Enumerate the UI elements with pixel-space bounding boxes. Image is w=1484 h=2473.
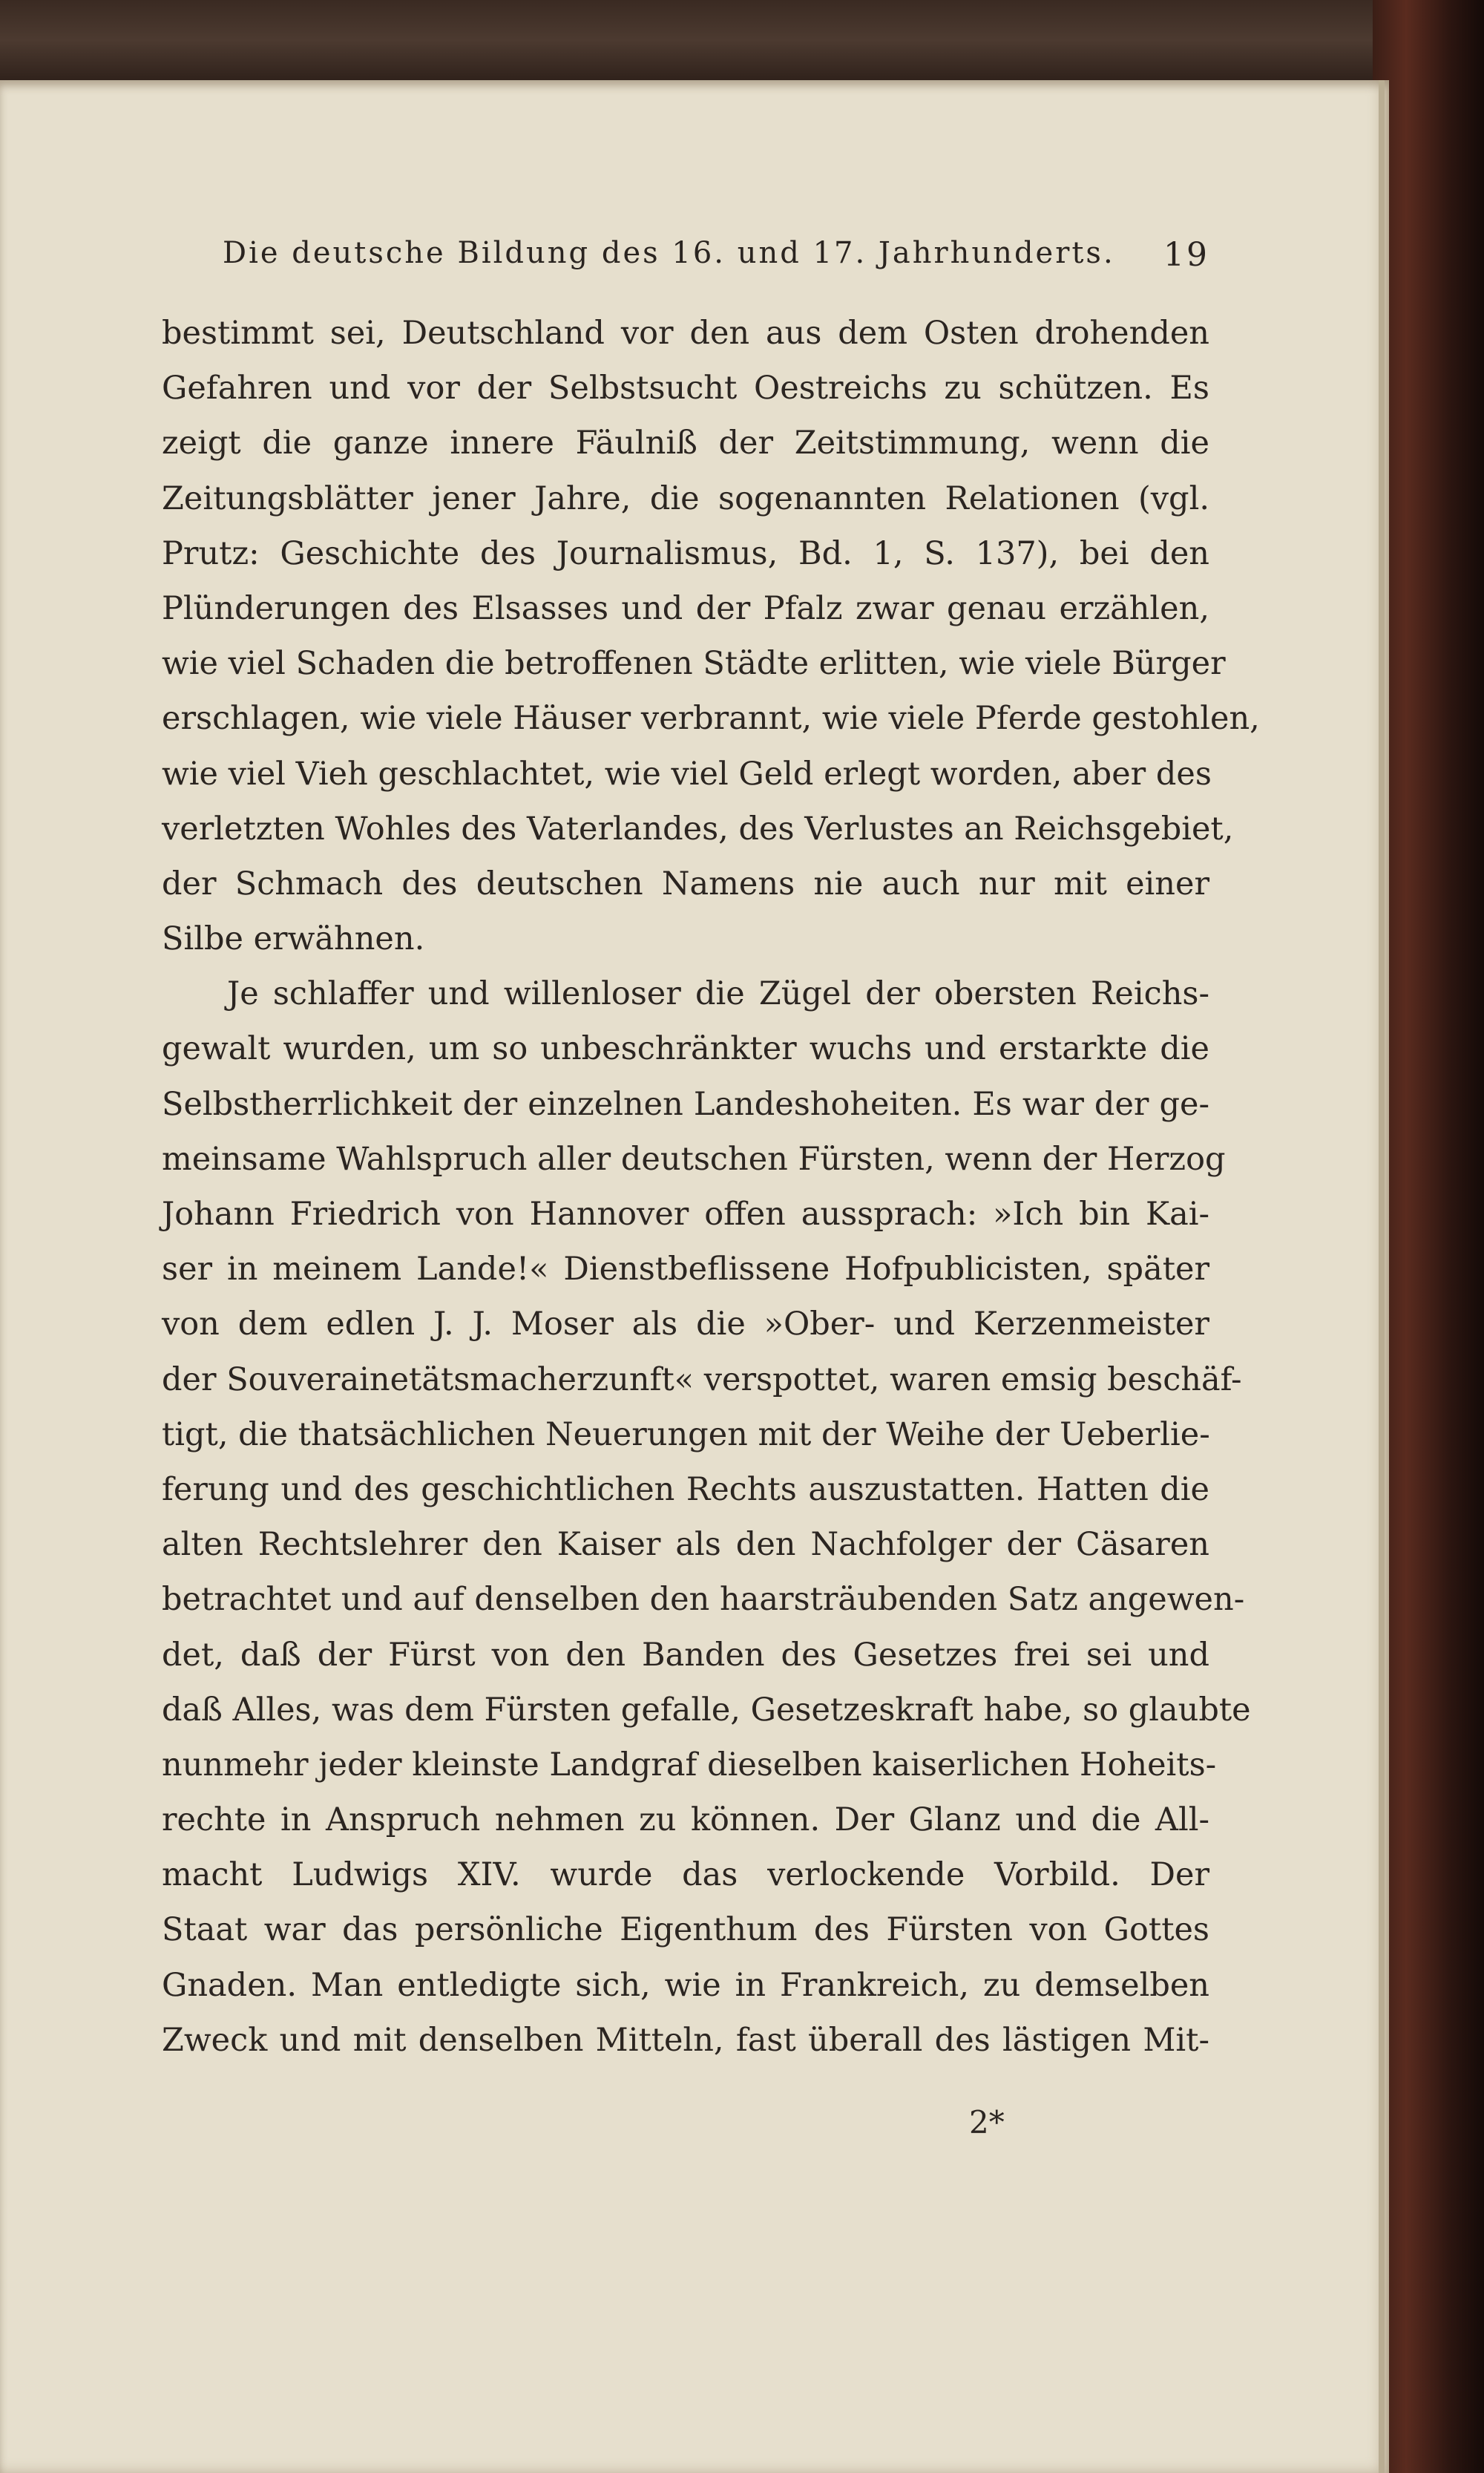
- text-line: der Schmach des deutschen Namens nie auch nur mit einer: [162, 865, 1209, 903]
- text-line: der Souverainetätsmacherzunft« verspottet, waren emsig beschäf-: [162, 1360, 1242, 1398]
- text-line: wie viel Schaden die betroffenen Städte erlitten, wie viele Bürger: [162, 645, 1226, 683]
- text-line: nunmehr jeder kleinste Landgraf dieselben kaiserlichen Hoheits-: [162, 1746, 1217, 1783]
- text-line: bestimmt sei, Deutschland vor den aus dem Osten drohenden: [162, 315, 1209, 352]
- text-line: Plünderungen des Elsasses und der Pfalz zwar genau erzählen,: [162, 589, 1209, 627]
- text-line: macht Ludwigs XIV. wurde das verlockende Vorbild. Der: [162, 1856, 1209, 1894]
- running-head: [223, 236, 1209, 281]
- text-line: Johann Friedrich von Hannover offen aussprach: »Ich bin Kai-: [162, 1196, 1209, 1233]
- text-line: zeigt die ganze innere Fäulniß der Zeitstimmung, wenn die: [162, 425, 1209, 462]
- page-number: 19: [1163, 236, 1209, 274]
- text-line: betrachtet und auf denselben den haarsträubenden Satz angewen-: [162, 1581, 1245, 1619]
- running-head-title: Die deutsche Bildung des 16. und 17. Jahrhunderts.: [223, 236, 1115, 270]
- text-line: erschlagen, wie viele Häuser verbrannt, wie viele Pferde gestohlen,: [162, 700, 1260, 738]
- text-line: tigt, die thatsächlichen Neuerungen mit der Weihe der Ueberlie-: [162, 1415, 1210, 1453]
- text-line: von dem edlen J. J. Moser als die »Ober- und Kerzenmeister: [162, 1306, 1209, 1343]
- paragraph-start-line: Je schlaffer und willenloser die Zügel der obersten Reichs-: [227, 975, 1209, 1013]
- text-line: alten Rechtslehrer den Kaiser als den Nachfolger der Cäsaren: [162, 1526, 1209, 1564]
- text-line: Prutz: Geschichte des Journalismus, Bd. 1, S. 137), bei den: [162, 534, 1209, 572]
- text-line: ser in meinem Lande!« Dienstbeflissene Hofpublicisten, später: [162, 1251, 1209, 1288]
- book-top-edge: [0, 0, 1484, 89]
- text-line: meinsame Wahlspruch aller deutschen Fürsten, wenn der Herzog: [162, 1140, 1226, 1178]
- text-line: Zweck und mit denselben Mitteln, fast überall des lästigen Mit-: [162, 2021, 1209, 2059]
- signature-mark: 2*: [969, 2104, 1005, 2140]
- text-line: verletzten Wohles des Vaterlandes, des Verlustes an Reichsgebiet,: [162, 810, 1234, 848]
- text-line: Zeitungsblätter jener Jahre, die sogenannten Relationen (vgl.: [162, 479, 1209, 517]
- text-line: daß Alles, was dem Fürsten gefalle, Gesetzeskraft habe, so glaubte: [162, 1691, 1251, 1729]
- text-line: det, daß der Fürst von den Banden des Gesetzes frei sei und: [162, 1636, 1209, 1674]
- text-line: Selbstherrlichkeit der einzelnen Landeshoheiten. Es war der ge-: [162, 1085, 1209, 1123]
- page-edge: [1379, 80, 1385, 2473]
- text-line: Gnaden. Man entledigte sich, wie in Frankreich, zu demselben: [162, 1966, 1209, 2004]
- book-cover-edge: [1373, 0, 1484, 2473]
- text-line: gewalt wurden, um so unbeschränkter wuchs und erstarkte die: [162, 1030, 1209, 1068]
- paragraph-end-line: Silbe erwähnen.: [162, 920, 425, 958]
- text-line: Gefahren und vor der Selbstsucht Oestreichs zu schützen. Es: [162, 370, 1209, 407]
- text-line: ferung und des geschichtlichen Rechts auszustatten. Hatten die: [162, 1470, 1209, 1508]
- text-line: rechte in Anspruch nehmen zu können. Der Glanz und die All-: [162, 1801, 1209, 1839]
- body-text: [162, 306, 1260, 2068]
- text-line: wie viel Vieh geschlachtet, wie viel Geld erlegt worden, aber des: [162, 755, 1212, 793]
- text-line: Staat war das persönliche Eigenthum des Fürsten von Gottes: [162, 1911, 1209, 1949]
